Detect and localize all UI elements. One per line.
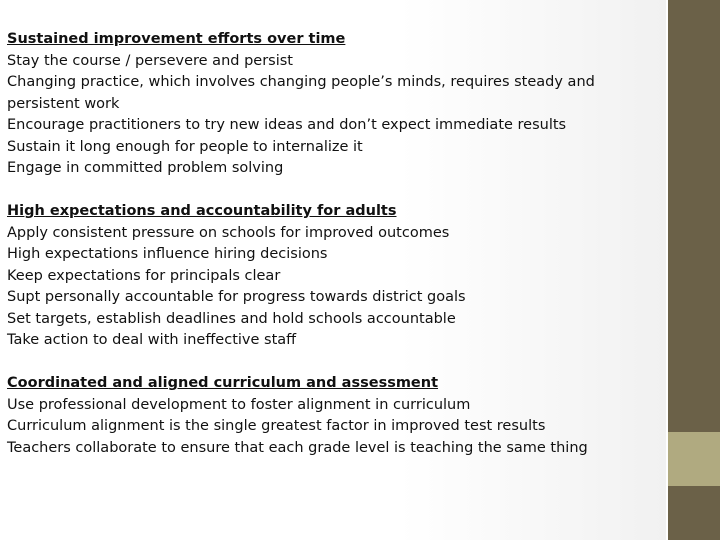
section-sustained-improvement bbox=[7, 29, 657, 180]
bullet-line: Keep expectations for principals clear bbox=[7, 267, 281, 284]
bullet-line: Sustain it long enough for people to internalize it bbox=[7, 138, 363, 155]
bullet-line: Curriculum alignment is the single greatest factor in improved test results bbox=[7, 418, 546, 434]
bullet-line: Stay the course / persevere and persist bbox=[7, 52, 293, 69]
section-curriculum-alignment bbox=[7, 373, 657, 459]
section-heading: Coordinated and aligned curriculum and assessment bbox=[7, 375, 439, 391]
section-high-expectations bbox=[7, 201, 657, 352]
sidebar-accent-block bbox=[668, 432, 720, 486]
bullet-line: Set targets, establish deadlines and hold schools accountable bbox=[7, 310, 456, 327]
bullet-line: Use professional development to foster alignment in curriculum bbox=[7, 396, 471, 413]
bullet-line: Changing practice, which involves changing people’s minds, requires steady and bbox=[7, 74, 595, 90]
bullet-line: Teachers collaborate to ensure that each grade level is teaching the same thing bbox=[7, 439, 588, 456]
bullet-line: Apply consistent pressure on schools for improved outcomes bbox=[7, 224, 450, 241]
section-heading: Sustained improvement efforts over time bbox=[7, 31, 346, 47]
bullet-line: Engage in committed problem solving bbox=[7, 160, 284, 176]
bullet-line: Encourage practitioners to try new ideas and don’t expect immediate results bbox=[7, 117, 567, 133]
bullet-line: persistent work bbox=[7, 95, 120, 112]
bullet-line: High expectations influence hiring decisions bbox=[7, 246, 328, 262]
bullet-line: Supt personally accountable for progress towards district goals bbox=[7, 289, 466, 305]
section-heading: High expectations and accountability for adults bbox=[7, 203, 397, 219]
bullet-line: Take action to deal with ineffective staff bbox=[7, 332, 297, 348]
slide-content bbox=[7, 29, 657, 481]
